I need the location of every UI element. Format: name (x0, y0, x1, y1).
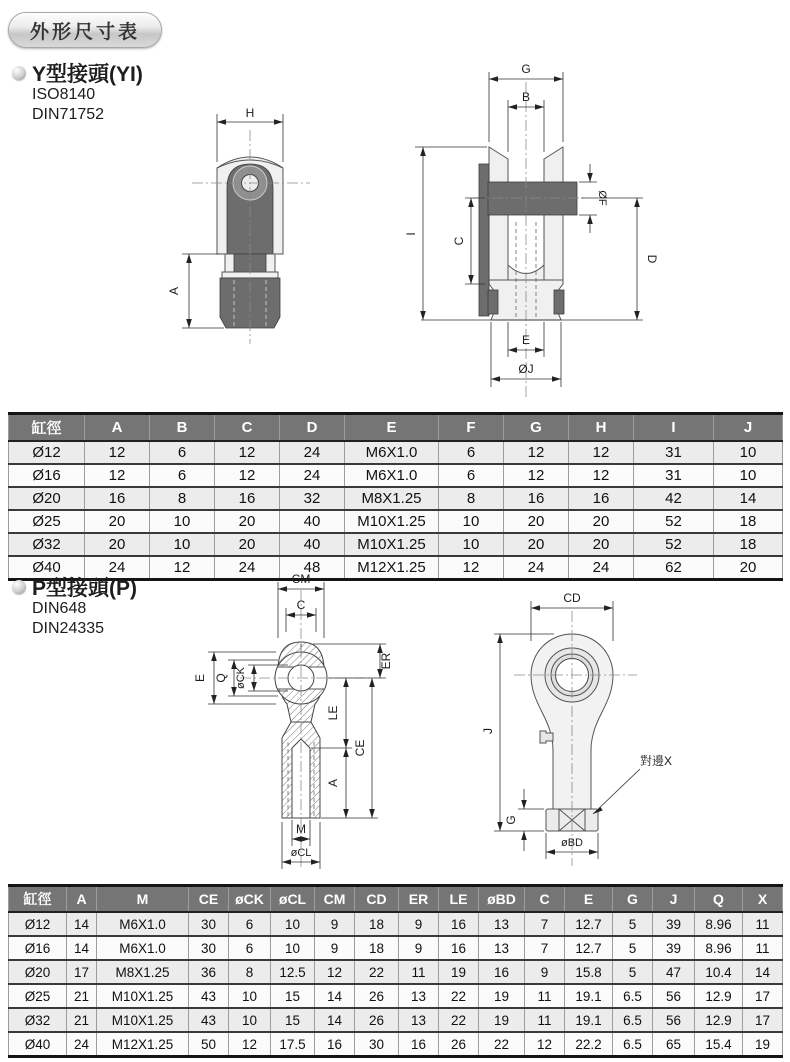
cell: 14 (315, 984, 355, 1008)
table-row (9, 1032, 783, 1057)
y-joint-dimension-table (8, 412, 783, 581)
column-header: C (215, 414, 280, 442)
cell: 11 (399, 960, 439, 984)
cell: 42 (634, 487, 714, 510)
cell: 9 (399, 936, 439, 960)
cell: 16 (215, 487, 280, 510)
cell: Ø40 (9, 556, 85, 580)
dim-label-oCL: øCL (290, 847, 312, 859)
dim-label-E: E (521, 333, 531, 347)
cell: 13 (479, 936, 525, 960)
cell: 18 (714, 533, 783, 556)
cell: M6X1.0 (345, 441, 439, 464)
column-header: Q (695, 886, 743, 913)
column-header: CE (189, 886, 229, 913)
column-header: X (743, 886, 783, 913)
cell: 19.1 (565, 984, 613, 1008)
dim-label-I: I (404, 232, 418, 236)
cell: 6 (439, 464, 504, 487)
cell: Ø32 (9, 1008, 67, 1032)
column-header: A (85, 414, 150, 442)
cell: 6 (229, 912, 271, 936)
cell: 52 (634, 510, 714, 533)
cell: 17 (743, 1008, 783, 1032)
cell: 20 (85, 510, 150, 533)
column-header: C (525, 886, 565, 913)
section-bullet-icon (12, 580, 26, 594)
section-p-standard-2: DIN24335 (32, 620, 105, 637)
cell: 16 (399, 1032, 439, 1057)
dim-label-Q: Q (214, 673, 228, 683)
cell: 12 (504, 441, 569, 464)
cell: 56 (653, 1008, 695, 1032)
cell: 13 (399, 984, 439, 1008)
cell: M6X1.0 (97, 912, 189, 936)
cell: 10 (150, 533, 215, 556)
cell: Ø32 (9, 533, 85, 556)
cell: 12 (525, 1032, 565, 1057)
cell: 13 (399, 1008, 439, 1032)
cell: 12 (439, 556, 504, 580)
cell: 10 (271, 936, 315, 960)
cell: 9 (315, 912, 355, 936)
cell: 24 (85, 556, 150, 580)
dim-label-B: B (521, 90, 531, 104)
cell: Ø25 (9, 984, 67, 1008)
cell: 5 (613, 960, 653, 984)
cell: 9 (315, 936, 355, 960)
cell: 20 (569, 533, 634, 556)
cell: 20 (504, 510, 569, 533)
column-header: E (345, 414, 439, 442)
column-header: M (97, 886, 189, 913)
column-header: CM (315, 886, 355, 913)
table-row (9, 464, 783, 487)
table-row (9, 936, 783, 960)
column-header: LE (439, 886, 479, 913)
dimension-table-badge: 外形尺寸表 (8, 12, 162, 48)
cell: 43 (189, 1008, 229, 1032)
cell: 13 (479, 912, 525, 936)
cell: 6.5 (613, 984, 653, 1008)
column-header: CD (355, 886, 399, 913)
cell: 24 (67, 1032, 97, 1057)
p-joint-section-view-drawing (178, 572, 403, 872)
cell: 14 (67, 936, 97, 960)
cell: 12.7 (565, 912, 613, 936)
cell: 26 (439, 1032, 479, 1057)
cell: 12 (215, 464, 280, 487)
cell: Ø20 (9, 960, 67, 984)
cell: 22 (355, 960, 399, 984)
section-bullet-icon (12, 66, 26, 80)
cell: 39 (653, 936, 695, 960)
cell: 19 (743, 1032, 783, 1057)
cell: 15.4 (695, 1032, 743, 1057)
cell: 19 (439, 960, 479, 984)
cell: 30 (189, 912, 229, 936)
section-p-title: P型接頭(P) (32, 577, 137, 600)
y-joint-side-view-drawing (385, 52, 680, 402)
cell: 22.2 (565, 1032, 613, 1057)
column-header: G (504, 414, 569, 442)
cell: 12 (569, 441, 634, 464)
cell: 22 (479, 1032, 525, 1057)
cell: 30 (189, 936, 229, 960)
cell: 18 (355, 936, 399, 960)
column-header: I (634, 414, 714, 442)
column-header: øCL (271, 886, 315, 913)
cell: 20 (714, 556, 783, 580)
cell: M8X1.25 (345, 487, 439, 510)
header-row (9, 886, 783, 913)
part-geometry (514, 611, 637, 866)
cell: Ø20 (9, 487, 85, 510)
cell: 19.1 (565, 1008, 613, 1032)
dim-label-C: C (296, 598, 306, 612)
dim-label-C: C (452, 236, 466, 246)
cell: 7 (525, 912, 565, 936)
dim-label-OF: ØF (596, 190, 608, 206)
cell: 40 (280, 510, 345, 533)
cell: M10X1.25 (97, 984, 189, 1008)
cell: M8X1.25 (97, 960, 189, 984)
cell: M10X1.25 (345, 510, 439, 533)
cell: 12 (85, 441, 150, 464)
cell: 6 (439, 441, 504, 464)
cell: 8 (229, 960, 271, 984)
cell: M6X1.0 (345, 464, 439, 487)
column-header: G (613, 886, 653, 913)
cell: 16 (439, 936, 479, 960)
column-header: 缸徑 (9, 886, 67, 913)
cell: 15.8 (565, 960, 613, 984)
cell: Ø12 (9, 441, 85, 464)
cell: 10 (439, 510, 504, 533)
cell: Ø16 (9, 936, 67, 960)
cell: 26 (355, 984, 399, 1008)
cell: 6 (150, 441, 215, 464)
cell: 19 (479, 984, 525, 1008)
dimensions (404, 62, 659, 387)
section-y-title: Y型接頭(YI) (32, 63, 143, 86)
cell: M6X1.0 (97, 936, 189, 960)
dim-label-D: D (645, 254, 659, 264)
cell: 8.96 (695, 936, 743, 960)
column-header: E (565, 886, 613, 913)
cell: 21 (67, 984, 97, 1008)
cell: 22 (439, 1008, 479, 1032)
cell: 14 (67, 912, 97, 936)
cell: 48 (280, 556, 345, 580)
table-row (9, 960, 783, 984)
cell: 24 (504, 556, 569, 580)
cell: 11 (743, 936, 783, 960)
cell: 12.5 (271, 960, 315, 984)
cell: 12 (504, 464, 569, 487)
cell: 65 (653, 1032, 695, 1057)
cell: 6 (150, 464, 215, 487)
cell: Ø12 (9, 912, 67, 936)
cell: 12.9 (695, 1008, 743, 1032)
cell: 14 (714, 487, 783, 510)
cell: 11 (743, 912, 783, 936)
dim-label-G: G (504, 815, 518, 825)
dim-label-CD: CD (563, 591, 581, 605)
cell: 10 (714, 464, 783, 487)
cell: 20 (85, 533, 150, 556)
cell: 16 (504, 487, 569, 510)
dim-label-CE: CE (353, 739, 367, 757)
section-p-standard-1: DIN648 (32, 600, 87, 617)
table-row (9, 912, 783, 936)
cell: 24 (280, 441, 345, 464)
cell: 40 (280, 533, 345, 556)
cell: 20 (215, 533, 280, 556)
cell: M10X1.25 (345, 533, 439, 556)
cell: 20 (569, 510, 634, 533)
cell: 19 (479, 1008, 525, 1032)
p-joint-front-view-drawing (462, 583, 722, 873)
column-header: øCK (229, 886, 271, 913)
cell: 14 (315, 1008, 355, 1032)
cell: M12X1.25 (345, 556, 439, 580)
cell: 10.4 (695, 960, 743, 984)
cell: 10 (271, 912, 315, 936)
cell: 8 (439, 487, 504, 510)
column-header: øBD (479, 886, 525, 913)
cell: Ø25 (9, 510, 85, 533)
column-header: J (653, 886, 695, 913)
cell: 16 (85, 487, 150, 510)
dim-label-oCK: øCK (235, 667, 247, 689)
cell: 8 (150, 487, 215, 510)
cell: 12.9 (695, 984, 743, 1008)
cell: 24 (215, 556, 280, 580)
flat-width-note: 對邊X (640, 754, 673, 768)
dim-label-M: M (296, 822, 306, 836)
cell: 16 (439, 912, 479, 936)
header-row (9, 414, 783, 442)
table-row (9, 441, 783, 464)
cell: 31 (634, 441, 714, 464)
cell: 15 (271, 1008, 315, 1032)
cell: 26 (355, 1008, 399, 1032)
dim-label-ER: ER (379, 652, 393, 670)
cell: 5 (613, 936, 653, 960)
cell: 8.96 (695, 912, 743, 936)
dim-label-H: H (245, 106, 255, 120)
cell: 36 (189, 960, 229, 984)
cell: 11 (525, 1008, 565, 1032)
cell: Ø40 (9, 1032, 67, 1057)
section-y-standard-2: DIN71752 (32, 106, 105, 123)
cell: 18 (355, 912, 399, 936)
dim-label-G: G (521, 62, 531, 76)
table-row (9, 510, 783, 533)
section-y-standard-1: ISO8140 (32, 86, 96, 103)
cell: 12 (85, 464, 150, 487)
cell: 12 (150, 556, 215, 580)
dim-label-oBD: øBD (561, 837, 583, 849)
cell: 22 (439, 984, 479, 1008)
dim-label-OJ: ØJ (518, 362, 534, 376)
table-row (9, 487, 783, 510)
cell: 47 (653, 960, 695, 984)
cell: 14 (743, 960, 783, 984)
cell: M12X1.25 (97, 1032, 189, 1057)
cell: 17.5 (271, 1032, 315, 1057)
table-row (9, 533, 783, 556)
cell: 6.5 (613, 1008, 653, 1032)
cell: 39 (653, 912, 695, 936)
cell: 12 (315, 960, 355, 984)
cell: 10 (714, 441, 783, 464)
cell: 50 (189, 1032, 229, 1057)
cell: 15 (271, 984, 315, 1008)
cell: 10 (150, 510, 215, 533)
cell: 12 (569, 464, 634, 487)
column-header: B (150, 414, 215, 442)
cell: 16 (479, 960, 525, 984)
cell: 10 (229, 1008, 271, 1032)
dim-label-J: J (481, 728, 495, 734)
cell: 17 (67, 960, 97, 984)
table-row (9, 984, 783, 1008)
column-header: F (439, 414, 504, 442)
cell: 12 (215, 441, 280, 464)
cell: 10 (439, 533, 504, 556)
table-row (9, 1008, 783, 1032)
column-header: 缸徑 (9, 414, 85, 442)
column-header: J (714, 414, 783, 442)
cell: 21 (67, 1008, 97, 1032)
p-joint-dimension-table (8, 884, 783, 1058)
cell: 10 (229, 984, 271, 1008)
cell: 12.7 (565, 936, 613, 960)
cell: 62 (634, 556, 714, 580)
cell: 31 (634, 464, 714, 487)
column-header: A (67, 886, 97, 913)
cell: 24 (280, 464, 345, 487)
column-header: D (280, 414, 345, 442)
cell: 17 (743, 984, 783, 1008)
cell: 20 (215, 510, 280, 533)
cell: 16 (315, 1032, 355, 1057)
dim-label-LE: LE (326, 705, 340, 721)
cell: 9 (399, 912, 439, 936)
cell: 5 (613, 912, 653, 936)
y-joint-front-view-drawing (162, 86, 347, 351)
cell: 56 (653, 984, 695, 1008)
cell: 32 (280, 487, 345, 510)
cell: 43 (189, 984, 229, 1008)
column-header: H (569, 414, 634, 442)
cell: 18 (714, 510, 783, 533)
cell: 12 (229, 1032, 271, 1057)
cell: M10X1.25 (97, 1008, 189, 1032)
part-geometry (192, 130, 310, 344)
cell: 20 (504, 533, 569, 556)
cell: 6 (229, 936, 271, 960)
cell: 9 (525, 960, 565, 984)
cell: 24 (569, 556, 634, 580)
cell: 30 (355, 1032, 399, 1057)
dim-label-CM: CM (291, 572, 311, 586)
cell: 52 (634, 533, 714, 556)
dim-label-A: A (326, 778, 340, 788)
cell: 11 (525, 984, 565, 1008)
dim-label-A: A (167, 286, 181, 296)
cell: 6.5 (613, 1032, 653, 1057)
dim-label-E: E (193, 673, 207, 683)
cell: Ø16 (9, 464, 85, 487)
column-header: ER (399, 886, 439, 913)
cell: 16 (569, 487, 634, 510)
cell: 7 (525, 936, 565, 960)
